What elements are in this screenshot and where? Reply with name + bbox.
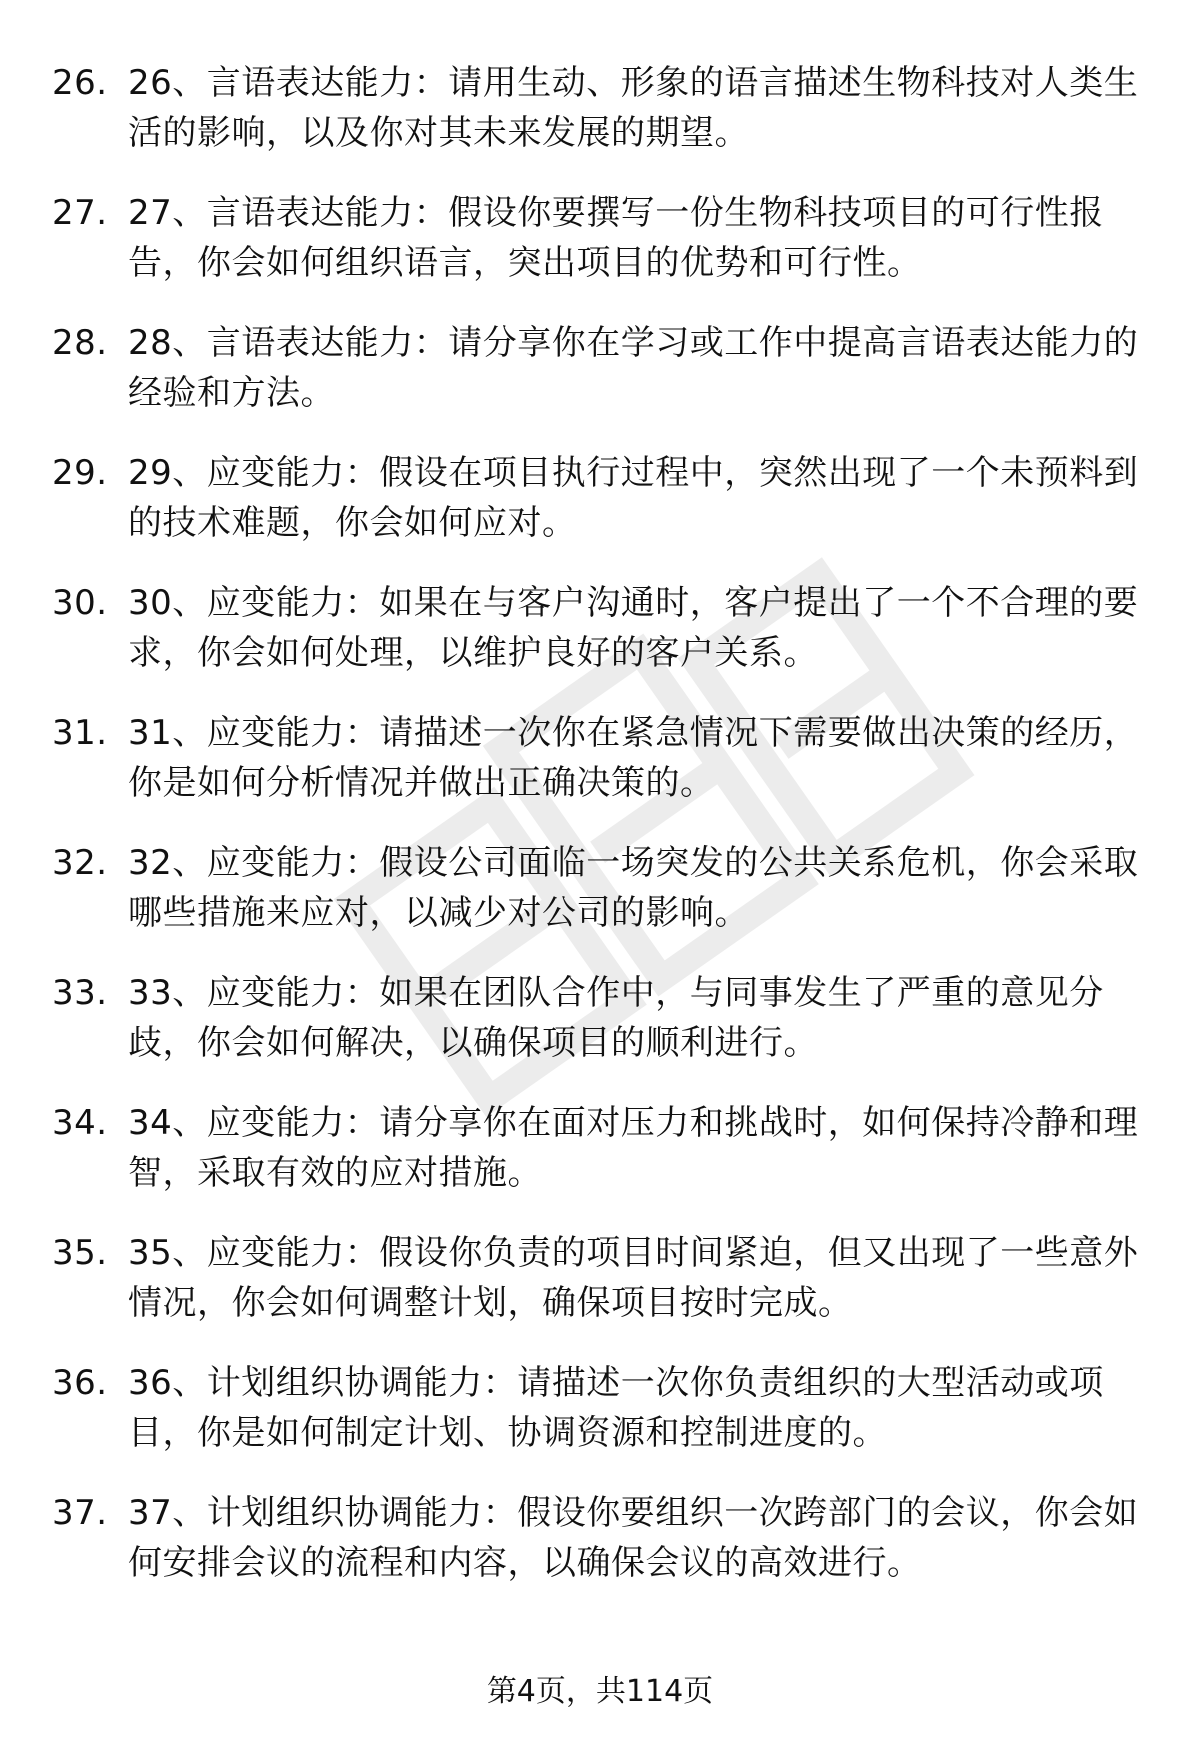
list-item (0, 838, 1200, 968)
list-item (0, 968, 1200, 1098)
list-item (0, 1228, 1200, 1358)
question-number: 28. (52, 323, 108, 363)
question-text: 37、计划组织协调能力：假设你要组织一次跨部门的会议，你会如何安排会议的流程和内容，以确保会议的高效进行。 (128, 1493, 1139, 1583)
question-number: 32. (52, 843, 108, 883)
question-text: 34、应变能力：请分享你在面对压力和挑战时，如何保持冷静和理智，采取有效的应对措施。 (128, 1103, 1139, 1193)
question-text: 26、言语表达能力：请用生动、形象的语言描述生物科技对人类生活的影响，以及你对其未来发展的期望。 (128, 63, 1139, 153)
list-item (0, 318, 1200, 448)
list-item (0, 1358, 1200, 1488)
list-item (0, 578, 1200, 708)
question-list (0, 58, 1200, 1618)
list-item (0, 58, 1200, 188)
list-item (0, 188, 1200, 318)
question-text: 36、计划组织协调能力：请描述一次你负责组织的大型活动或项目，你是如何制定计划、协调资源和控制进度的。 (128, 1363, 1104, 1453)
question-number: 30. (52, 583, 108, 623)
list-item (0, 1098, 1200, 1228)
question-text: 33、应变能力：如果在团队合作中，与同事发生了严重的意见分歧，你会如何解决，以确保项目的顺利进行。 (128, 973, 1104, 1063)
question-number: 36. (52, 1363, 108, 1403)
question-text: 29、应变能力：假设在项目执行过程中，突然出现了一个未预料到的技术难题，你会如何应对。 (128, 453, 1139, 543)
question-number: 35. (52, 1233, 108, 1273)
question-text: 31、应变能力：请描述一次你在紧急情况下需要做出决策的经历，你是如何分析情况并做出正确决策的。 (128, 713, 1139, 803)
page-number-footer: 第4页，共114页 (486, 1674, 714, 1709)
question-number: 29. (52, 453, 108, 493)
question-number: 37. (52, 1493, 108, 1533)
question-number: 31. (52, 713, 108, 753)
question-text: 32、应变能力：假设公司面临一场突发的公共关系危机，你会采取哪些措施来应对，以减少对公司的影响。 (128, 843, 1139, 933)
list-item (0, 1488, 1200, 1618)
question-number: 34. (52, 1103, 108, 1143)
question-text: 28、言语表达能力：请分享你在学习或工作中提高言语表达能力的经验和方法。 (128, 323, 1139, 413)
list-item (0, 448, 1200, 578)
question-text: 30、应变能力：如果在与客户沟通时，客户提出了一个不合理的要求，你会如何处理，以维护良好的客户关系。 (128, 583, 1139, 673)
question-number: 27. (52, 193, 108, 233)
question-number: 33. (52, 973, 108, 1013)
question-text: 27、言语表达能力：假设你要撰写一份生物科技项目的可行性报告，你会如何组织语言，突出项目的优势和可行性。 (128, 193, 1104, 283)
list-item (0, 708, 1200, 838)
question-number: 26. (52, 63, 108, 103)
question-text: 35、应变能力：假设你负责的项目时间紧迫，但又出现了一些意外情况，你会如何调整计划，确保项目按时完成。 (128, 1233, 1139, 1323)
